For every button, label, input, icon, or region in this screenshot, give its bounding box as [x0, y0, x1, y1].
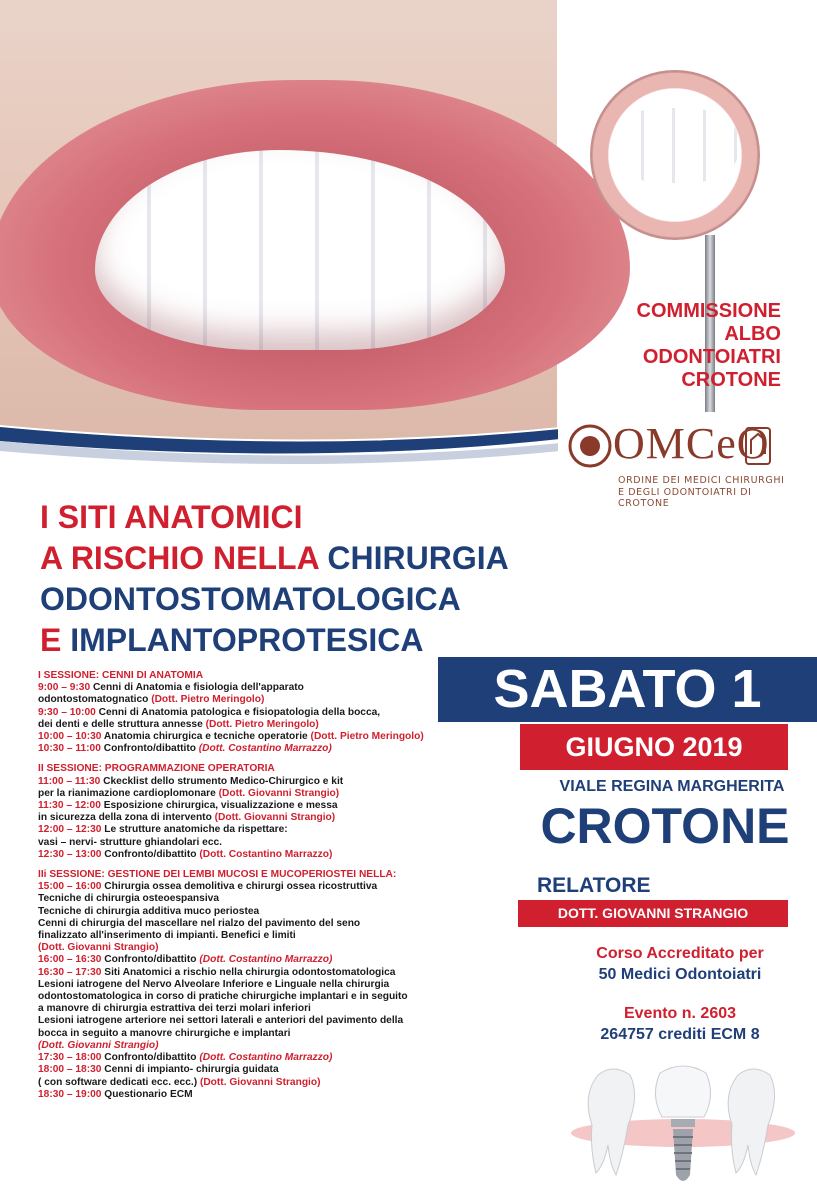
program-row [38, 694, 483, 706]
title-line-3: ODONTOSTOMATOLOGICA [40, 581, 461, 617]
commission-line: CROTONE [681, 369, 781, 391]
program-time: 15:00 – 16:00 [38, 881, 102, 893]
program-text: per la rianimazione cardioplomonare [38, 787, 219, 799]
accreditation-line-1: Corso Accreditato per [596, 945, 764, 962]
program-row [38, 1064, 483, 1076]
program-text: odontostomatologica in corso di pratiche chirurgiche implantari e in seguito [38, 991, 408, 1003]
program-text: Cenni di impianto- chirurgia guidata [101, 1064, 279, 1076]
event-title [40, 497, 509, 661]
program-text: Confronto/dibattito [101, 848, 200, 860]
event-address: VIALE REGINA MARGHERITA [559, 778, 785, 795]
program-text: Chirurgia ossea demolitiva e chirurgi ossea ricostruttiva [101, 881, 378, 893]
program-speaker: (Dott. Costantino Marrazzo) [199, 848, 333, 860]
program-text: ( con software dedicati ecc. ecc.) [38, 1076, 200, 1088]
program-text: vasi – nervi- strutture ghiandolari ecc. [38, 836, 223, 848]
program-row [38, 788, 483, 800]
program-time: 9:00 – 9:30 [38, 682, 91, 694]
program-text: Confronto/dibattito [100, 743, 199, 755]
session-2-heading: II SESSIONE: PROGRAMMAZIONE OPERATORIA [38, 763, 275, 775]
program-time: 17:30 – 18:00 [38, 1052, 102, 1064]
program-speaker: (Dott. Giovanni Strangio) [218, 787, 340, 799]
title-line-2-blue: CHIRURGIA [318, 540, 509, 576]
program-time: 10:30 – 11:00 [38, 743, 101, 755]
program-row [38, 1089, 483, 1101]
program-moderator: (Dott. Costantino Marrazzo) [199, 1052, 333, 1064]
program-text: Esposizione chirurgica, visualizzazione e messa [100, 800, 338, 812]
program-text: Confronto/dibattito [101, 954, 200, 966]
program-text: Cenni di Anatomia e fisiologia dell'apparato [90, 682, 304, 694]
program-text: Tecniche di chirurgia additiva muco periostea [38, 905, 260, 917]
program-text: finalizzato all'inserimento di impianti. Benefici e limiti [38, 930, 296, 942]
program-text: Anatomia chirurgica e tecniche operatorie [101, 731, 311, 743]
teeth-implant-icon [568, 1055, 798, 1195]
program-speaker: (Dott. Pietro Meringolo) [310, 731, 424, 743]
program-row [38, 824, 483, 836]
program-row [38, 1052, 483, 1064]
program-row [38, 991, 483, 1003]
program-row [38, 776, 483, 788]
mirror-teeth-reflection [613, 108, 738, 183]
speaker-name: DOTT. GIOVANNI STRANGIO [518, 900, 788, 927]
program-row [38, 1015, 483, 1027]
program-row [38, 930, 483, 942]
program-row [38, 849, 483, 861]
program-time: 9:30 – 10:00 [38, 706, 96, 718]
program-row [38, 942, 483, 954]
accreditation-line-2: 50 Medici Odontoiatri [598, 966, 762, 983]
omceo-logo [558, 412, 788, 509]
program-speaker: (Dott. Giovanni Strangio) [199, 1076, 321, 1088]
program-text: dei denti e delle struttura annesse [38, 718, 206, 730]
program-row [38, 837, 483, 849]
ecm-credits: 264757 crediti ECM 8 [600, 1026, 760, 1043]
program-text: Le strutture anatomiche da rispettare: [101, 824, 288, 836]
logo-subtitle-2: E DEGLI ODONTOIATRI DI CROTONE [618, 487, 752, 509]
commission-line: ODONTOIATRI [642, 346, 781, 368]
program-text: a manovre di chirurgia estrattiva dei terzi molari inferiori [38, 1003, 311, 1015]
program [38, 670, 483, 1101]
program-row [38, 743, 483, 755]
program-text: Ckecklist dello strumento Medico-Chirurgico e kit [100, 775, 344, 787]
program-text: odontostomatognatico [38, 694, 152, 706]
program-text: Lesioni iatrogene arteriore nei settori laterali e anteriori del pavimento della [38, 1015, 404, 1027]
program-time: 10:00 – 10:30 [38, 731, 102, 743]
program-text: Lesioni iatrogene del Nervo Alveolare Inferiore e Linguale nella chirurgia [38, 978, 390, 990]
session-2-list [38, 776, 483, 861]
title-line-4-blue: IMPLANTOPROTESICA [61, 622, 424, 658]
program-row [38, 707, 483, 719]
accreditation [565, 943, 795, 985]
program-row [38, 1077, 483, 1089]
program-time: 11:00 – 11:30 [38, 775, 101, 787]
session-1-list [38, 682, 483, 755]
program-text: Cenni di Anatomia patologica e fisiopatologia della bocca, [95, 706, 381, 718]
program-row [38, 918, 483, 930]
program-row [38, 893, 483, 905]
program-text: Confronto/dibattito [101, 1052, 200, 1064]
program-text: Siti Anatomici a rischio nella chirurgia odontostomatologica [101, 966, 396, 978]
program-row [38, 1003, 483, 1015]
program-text: Tecniche di chirurgia osteoespansiva [38, 893, 219, 905]
program-row [38, 1040, 483, 1052]
event-date: GIUGNO 2019 [520, 724, 788, 770]
program-moderator: (Dott. Costantino Marrazzo) [198, 743, 332, 755]
event-city: CROTONE [540, 798, 790, 854]
program-moderator: (Dott. Giovanni Strangio) [38, 1039, 159, 1051]
program-time: 16:00 – 16:30 [38, 954, 102, 966]
program-speaker: (Dott. Giovanni Strangio) [214, 812, 336, 824]
title-line-4-red: E [40, 622, 62, 658]
session-1-heading: I SESSIONE: CENNI DI ANATOMIA [38, 670, 204, 681]
title-line-1: I SITI ANATOMICI [40, 499, 303, 535]
title-line-2-red: A RISCHIO NELLA [40, 540, 319, 576]
program-row [38, 881, 483, 893]
program-time: 18:00 – 18:30 [38, 1064, 102, 1076]
program-row [38, 800, 483, 812]
session-3-list [38, 881, 483, 1101]
program-speaker: (Dott. Pietro Meringolo) [151, 694, 265, 706]
program-moderator: (Dott. Costantino Marrazzo) [199, 954, 333, 966]
commission-title [637, 300, 781, 392]
program-speaker: (Dott. Giovanni Strangio) [38, 942, 159, 954]
program-time: 11:30 – 12:00 [38, 800, 101, 812]
program-row [38, 954, 483, 966]
commission-line: COMMISSIONE [636, 300, 781, 322]
program-time: 16:30 – 17:30 [38, 966, 102, 978]
program-row [38, 812, 483, 824]
program-row [38, 731, 483, 743]
session-3-heading: IIi SESSIONE: GESTIONE DEI LEMBI MUCOSI E MUCOPERIOSTEI NELLA: [38, 869, 397, 881]
event-day: SABATO 1 [438, 657, 817, 722]
logo-subtitle-1: ORDINE DEI MEDICI CHIRURGHI [618, 475, 785, 486]
program-text: Questionario ECM [101, 1088, 193, 1100]
program-row [38, 979, 483, 991]
program-text: Cenni di chirurgia del mascellare nel rialzo del pavimento del seno [38, 917, 361, 929]
program-time: 12:30 – 13:00 [38, 848, 102, 860]
event-number [565, 1003, 795, 1045]
program-row [38, 682, 483, 694]
commission-line: ALBO [724, 323, 781, 345]
relatore-label: RELATORE [537, 874, 651, 897]
program-text: bocca in seguito a manovre chirurgiche e implantari [38, 1027, 291, 1039]
program-row [38, 719, 483, 731]
program-text: in sicurezza della zona di intervento [38, 812, 215, 824]
program-row [38, 906, 483, 918]
program-row [38, 1028, 483, 1040]
program-time: 12:00 – 12:30 [38, 824, 102, 836]
evento-number: Evento n. 2603 [623, 1005, 737, 1022]
program-time: 18:30 – 19:00 [38, 1088, 102, 1100]
omceo-logo-letters: OMCeO [613, 419, 770, 468]
program-speaker: (Dott. Pietro Meringolo) [205, 718, 319, 730]
program-row [38, 967, 483, 979]
